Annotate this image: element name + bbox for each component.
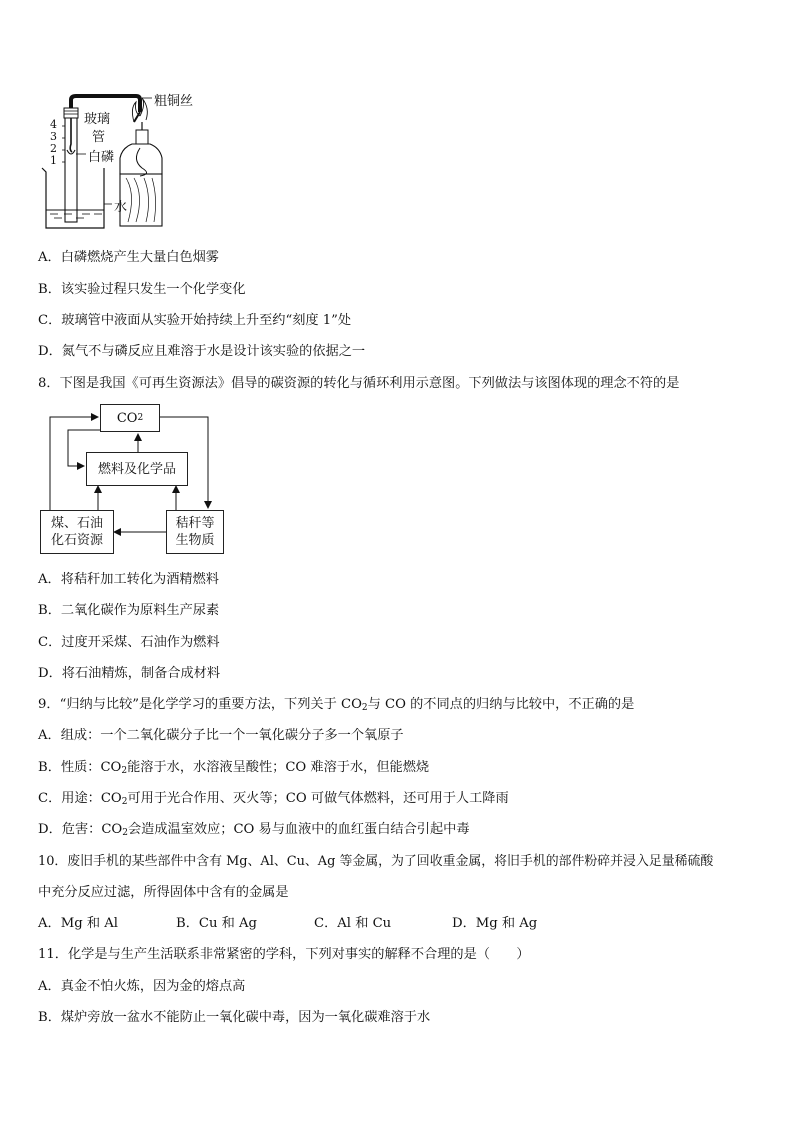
apparatus-figure (36, 86, 206, 236)
q11-option-b: B．煤炉旁放一盆水不能防止一氧化碳中毒，因为一氧化碳难溶于水 (38, 1010, 431, 1025)
q9-option-d-2: 会造成温室效应；CO 易与血液中的血红蛋白结合引起中毒 (127, 822, 470, 837)
q7-option-a: A．白磷燃烧产生大量白色烟雾 (38, 250, 219, 265)
scale-3: 3 (50, 130, 57, 143)
q9-option-c (38, 791, 509, 810)
q9-option-c-1: C．用途：CO (38, 791, 122, 806)
fossil-label-1: 煤、石油 (50, 516, 103, 531)
q9-option-b-2: 能溶于水，水溶液呈酸性；CO 难溶于水，但能燃烧 (127, 760, 430, 775)
q9-stem-sub: 2 (361, 703, 368, 713)
fossil-label-2: 化石资源 (50, 533, 103, 548)
co2-subscript: 2 (137, 412, 144, 423)
q11-option-a: A．真金不怕火炼，因为金的熔点高 (38, 979, 246, 994)
q8-option-c: C．过度开采煤、石油作为燃料 (38, 635, 220, 650)
q8-option-b: B．二氧化碳作为原料生产尿素 (38, 603, 220, 618)
biomass-label-1: 秸秆等 (175, 516, 215, 531)
q9-option-d (38, 822, 470, 841)
q9-option-d-1: D．危害：CO (38, 822, 123, 837)
q10-option-b: B．Cu 和 Ag (176, 916, 257, 931)
fossil-box (40, 510, 114, 554)
q10-stem-line-2: 中充分反应过滤，所得固体中含有的金属是 (38, 885, 289, 900)
q10-option-d: D．Mg 和 Ag (452, 916, 538, 931)
scale-4: 4 (50, 118, 57, 131)
q7-option-b: B．该实验过程只发生一个化学变化 (38, 282, 246, 297)
q10-option-a: A．Mg 和 Al (38, 916, 118, 931)
carbon-cycle-diagram (40, 400, 230, 560)
biomass-label-2: 生物质 (175, 533, 215, 548)
q9-option-b-1: B．性质：CO (38, 760, 122, 775)
label-white-phosphorus: 白磷 (88, 150, 115, 165)
q8-stem: 8．下图是我国《可再生资源法》倡导的碳资源的转化与循环利用示意图。下列做法与该图体现的理念不符的是 (38, 376, 680, 391)
q9-option-a: A．组成：一个二氧化碳分子比一个一氧化碳分子多一个氧原子 (38, 728, 404, 743)
label-copper-wire: 粗铜丝 (154, 94, 194, 109)
q7-option-c: C．玻璃管中液面从实验开始持续上升至约“刻度 1”处 (38, 313, 352, 328)
q9-option-d-sub: 2 (122, 828, 128, 838)
label-water: 水 (114, 200, 128, 215)
scale-1: 1 (50, 154, 57, 167)
q8-option-d: D．将石油精炼，制备合成材料 (38, 666, 221, 681)
q7-option-d: D．氮气不与磷反应且难溶于水是设计该实验的依据之一 (38, 344, 366, 359)
q10-option-c: C．Al 和 Cu (314, 916, 392, 931)
label-glass-1: 玻璃 (84, 112, 111, 127)
biomass-box (166, 510, 224, 554)
q9-option-b-sub: 2 (121, 766, 128, 776)
fuel-label: 燃料及化学品 (97, 461, 176, 477)
q10-stem-line-1: 10．废旧手机的某些部件中含有 Mg、Al、Cu、Ag 等金属，为了回收重金属，将旧手机的部件粉碎并浸入足量稀硫酸 (38, 854, 714, 869)
q11-stem: 11．化学是与生产生活联系非常紧密的学科，下列对事实的解释不合理的是（ ） (38, 947, 530, 962)
fuel-box (86, 452, 188, 486)
q8-option-a: A．将秸秆加工转化为酒精燃料 (38, 572, 219, 587)
co2-label: CO (116, 410, 138, 426)
q9-option-c-sub: 2 (121, 797, 128, 807)
scale-2: 2 (50, 142, 57, 155)
q9-stem-part-b: 与 CO 的不同点的归纳与比较中，不正确的是 (367, 697, 635, 712)
q9-stem (38, 697, 634, 716)
label-glass-2: 管 (92, 130, 106, 145)
q9-option-c-2: 可用于光合作用、灭火等；CO 可做气体燃料，还可用于人工降雨 (127, 791, 509, 806)
co2-box (100, 404, 160, 432)
q9-option-b (38, 760, 429, 779)
q9-stem-part-a: 9．“归纳与比较”是化学学习的重要方法，下列关于 CO (38, 697, 362, 712)
